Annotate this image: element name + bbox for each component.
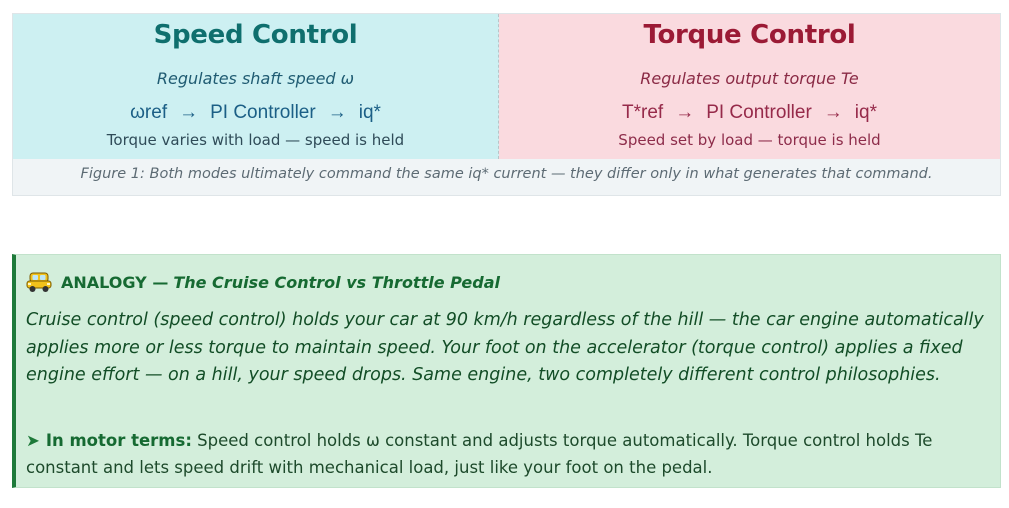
analogy-label: ANALOGY — xyxy=(61,272,169,292)
torque-control-subtitle: Regulates output torque Te xyxy=(640,69,859,88)
speed-control-panel xyxy=(13,14,499,159)
torque-flow-input: T*ref xyxy=(622,102,664,123)
car-icon xyxy=(26,271,52,293)
speed-flow-output: iq* xyxy=(358,102,381,123)
torque-flow-output: iq* xyxy=(854,102,877,123)
speed-control-title: Speed Control xyxy=(153,20,358,50)
flow-arrow-icon: → xyxy=(823,102,843,123)
analogy-callout xyxy=(12,254,1001,488)
flow-arrow-icon: → xyxy=(327,102,347,123)
torque-control-title: Torque Control xyxy=(643,20,856,50)
motor-terms-label: In motor terms: xyxy=(45,431,192,450)
flow-arrow-icon: → xyxy=(675,102,695,123)
torque-control-panel xyxy=(499,14,1000,159)
torque-control-flow xyxy=(499,102,1000,124)
analogy-body: Cruise control (speed control) holds your car at 90 km/h regardless of the hill — the car engine automatically applies more or less torque to maintain speed. Your foot on the accelerator (torque control) applies a fixed engine effort — on a hill, your speed drops. Same engine, two completely different control philosophies. xyxy=(26,310,984,385)
analogy-heading xyxy=(26,271,500,293)
torque-flow-controller: PI Controller xyxy=(706,102,812,123)
arrow-bullet-icon: ➤ xyxy=(26,431,40,450)
figure-caption: Figure 1: Both modes ultimately command the same iq* current — they differ only in what generates that command. xyxy=(80,166,933,182)
motor-terms-text: Speed control holds ω constant and adjusts torque automatically. Torque control holds Te constant and lets speed drift with mechanical load, just like your foot on the pedal. xyxy=(26,431,933,477)
figure-panels xyxy=(13,14,1000,159)
speed-control-flow xyxy=(13,102,498,124)
speed-flow-input: ωref xyxy=(130,102,168,123)
motor-terms-paragraph xyxy=(26,427,986,481)
flow-arrow-icon: → xyxy=(179,102,199,123)
speed-control-note: Torque varies with load — speed is held xyxy=(106,131,405,149)
torque-control-note: Speed set by load — torque is held xyxy=(618,131,881,149)
speed-control-subtitle: Regulates shaft speed ω xyxy=(156,69,355,88)
analogy-title: The Cruise Control vs Throttle Pedal xyxy=(173,272,501,292)
control-modes-figure xyxy=(12,13,1001,196)
speed-flow-controller: PI Controller xyxy=(210,102,316,123)
